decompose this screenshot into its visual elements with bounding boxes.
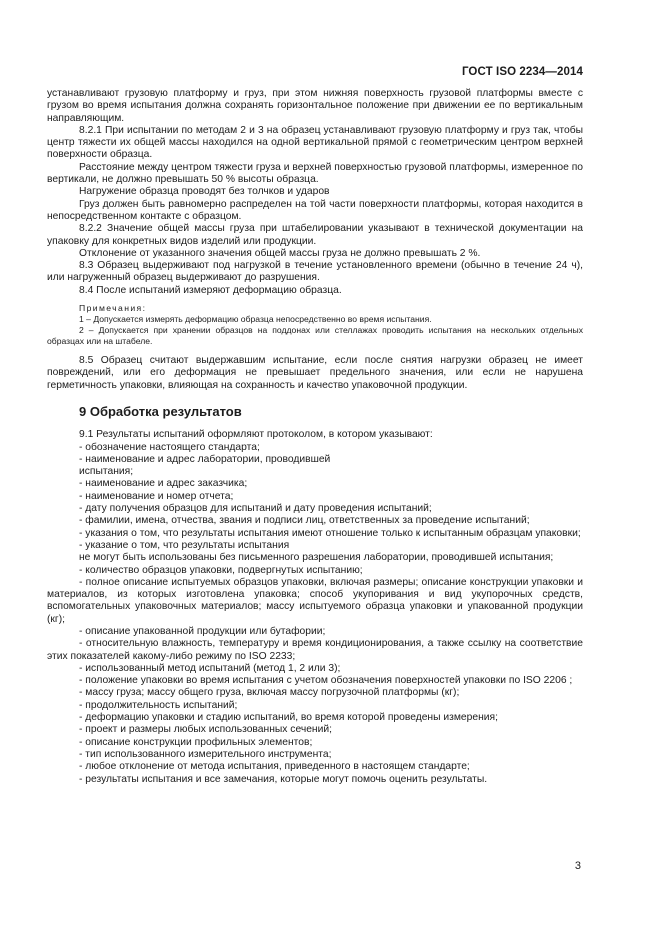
paragraph-loading: Нагружение образца проводят без толчков и ударов — [79, 186, 330, 198]
list-item: - продолжительность испытаний; — [79, 699, 238, 711]
paragraph-8-3: 8.3 Образец выдерживают под нагрузкой в течение установленного времени (обычно в течение 24 ч), или нагруженный образец выдерживают до разрушения. — [47, 260, 583, 284]
list-item: - относительную влажность, температуру и время кондиционирования, а также ссылку на соответствие этих показателей какому-либо режиму по ISO 2233; — [47, 638, 583, 662]
paragraph-distance: Расстояние между центром тяжести груза и верхней поверхностью грузовой платформы, измеренное по вертикали, не должно превышать 50 % высоты образца. — [47, 161, 583, 186]
paragraph-8-5: 8.5 Образец считают выдержавшим испытание, если после снятия нагрузки образец не имеет повреждений, или его деформация не превышает предельного значения, или если не нарушена герметичность упаковки, влияющая на сохранность и качество упаковочной продукции. — [47, 355, 583, 391]
paragraph-continuation: устанавливают грузовую платформу и груз, при этом нижняя поверхность грузовой платформы вместе с грузом во время испытания должна сохранять горизонтальное положение при движении ее по вертикальным направляющим. — [47, 88, 583, 124]
list-item: - указание о том, что результаты испытания — [79, 539, 290, 551]
page-number: 3 — [574, 860, 581, 872]
list-item: - количество образцов упаковки, подвергнутых испытанию; — [79, 564, 363, 576]
paragraph-8-2-2: 8.2.2 Значение общей массы груза при штабелировании указывают в технической документации на упаковку для конкретных видов изделий или продукции. — [47, 223, 583, 247]
page-content — [47, 88, 583, 786]
list-item: - обозначение настоящего стандарта; — [79, 441, 260, 453]
list-item: - наименование и адрес заказчика; — [79, 478, 248, 490]
list-item: - наименование и номер отчета; — [79, 490, 234, 502]
list-item: - наименование и адрес лаборатории, проводившей — [79, 453, 331, 465]
list-item: - указания о том, что результаты испытания имеют отношение только к испытанным образцам упаковки; — [79, 527, 581, 539]
list-item: - фамилии, имена, отчества, звания и подписи лиц, ответственных за проведение испытаний; — [79, 515, 530, 527]
list-item: - положение упаковки во время испытания с учетом обозначения поверхностей упаковки по ISO 2206 ; — [79, 675, 573, 687]
list-item: - использованный метод испытаний (метод 1, 2 или 3); — [79, 662, 341, 674]
list-item: - описание конструкции профильных элементов; — [79, 736, 313, 748]
list-item: - дату получения образцов для испытаний и дату проведения испытаний; — [79, 503, 432, 515]
paragraph-load-distribution: Груз должен быть равномерно распределен на той части поверхности платформы, которая находится в непосредственном контакте с образцом. — [47, 198, 583, 222]
list-item: не могут быть использованы без письменного разрешения лаборатории, проводившей испытания; — [79, 552, 554, 564]
paragraph-8-4: 8.4 После испытаний измеряют деформацию образца. — [79, 284, 342, 296]
list-item: - результаты испытания и все замечания, которые могут помочь оценить результаты. — [79, 773, 488, 785]
list-item: - полное описание испытуемых образцов упаковки, включая размеры; описание конструкции упаковки и материалов, из которых изготовлена упаковка; способ укупоривания и вид укупорочных средств, вспомогательных упаковочных материалов; массу испытуемого образца упаковки и упакованной продукции (кг); — [47, 576, 583, 625]
paragraph-9-1: 9.1 Результаты испытаний оформляют протоколом, в котором указывают: — [79, 429, 433, 441]
list-item: - тип использованного измерительного инструмента; — [79, 748, 332, 760]
list-item: - деформацию упаковки и стадию испытаний, во время которой проведены измерения; — [79, 712, 498, 724]
document-header: ГОСТ ISO 2234—2014 — [461, 66, 583, 78]
section-heading: 9 Обработка результатов — [79, 403, 242, 419]
list-item: испытания; — [79, 466, 134, 478]
list-item: - любое отклонение от метода испытания, приведенного в настоящем стандарте; — [79, 761, 470, 773]
list-item: - описание упакованной продукции или бутафории; — [79, 625, 326, 637]
note-item: 2 – Допускается при хранении образцов на поддонах или стеллажах проводить испытания на нескольких отдельных образцах или на штабеле. — [47, 325, 583, 347]
note-item: 1 – Допускается измерять деформацию образца непосредственно во время испытания. — [79, 314, 432, 325]
list-item: - проект и размеры любых использованных сечений; — [79, 724, 332, 736]
paragraph-8-2-1: 8.2.1 При испытании по методам 2 и 3 на образец устанавливают грузовую платформу и груз так, чтобы центр тяжести их общей массы находился на одной вертикальной прямой с геометрическим центром верхней поверхности образца. — [47, 124, 583, 161]
paragraph-deviation: Отклонение от указанного значения общей массы груза не должно превышать 2 %. — [79, 247, 481, 259]
notes-title: Примечания: — [79, 303, 147, 314]
list-item: - массу груза; массу общего груза, включая массу погрузочной платформы (кг); — [79, 687, 460, 699]
